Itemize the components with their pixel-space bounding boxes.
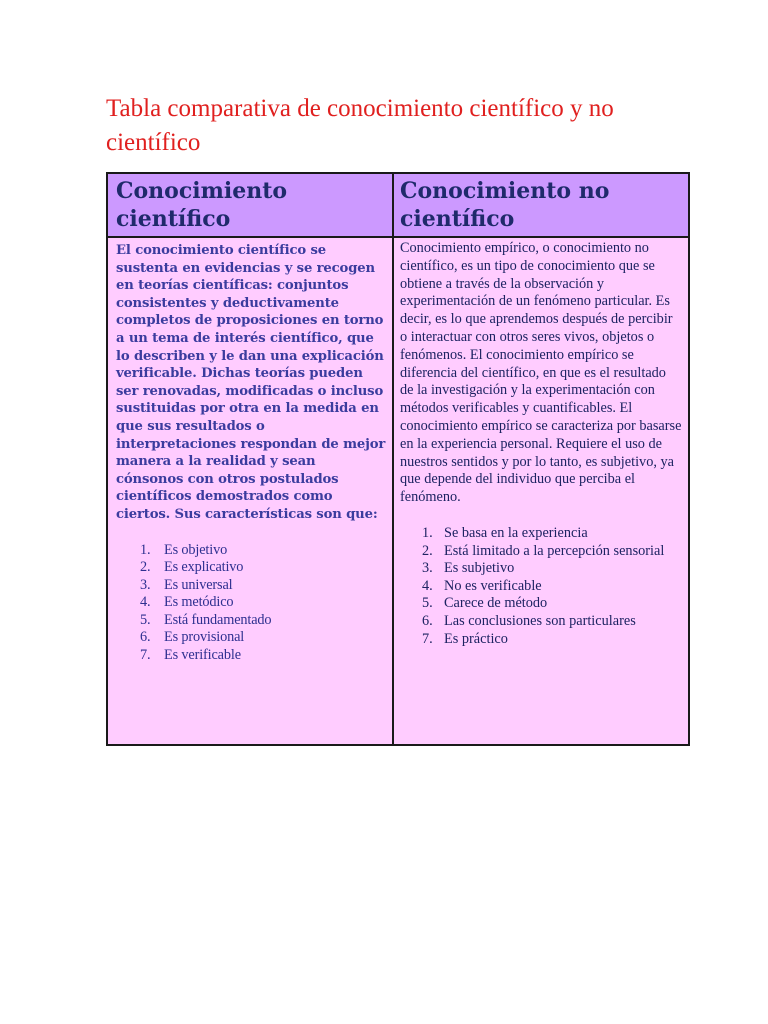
header-cell-non-scientific <box>393 173 689 237</box>
list-item-text: Es subjetivo <box>444 560 515 577</box>
list-item <box>400 560 682 578</box>
list-item-text: Está fundamentado <box>164 611 272 628</box>
list-item-text: Es metódico <box>164 594 234 611</box>
list-item <box>400 595 682 613</box>
list-number: 2. <box>422 542 433 559</box>
list-number: 4. <box>422 577 433 594</box>
list-number: 1. <box>422 524 433 541</box>
list-item <box>400 631 682 649</box>
list-item <box>116 594 386 612</box>
non-scientific-characteristics-list <box>400 525 682 648</box>
list-item-text: Es objetivo <box>164 541 228 558</box>
header-non-scientific-label: Conocimiento no científico <box>400 178 610 232</box>
list-item-text: Las conclusiones son particulares <box>444 612 636 629</box>
list-item <box>400 613 682 631</box>
list-number: 1. <box>140 541 151 558</box>
list-number: 6. <box>140 629 151 646</box>
header-scientific-label: Conocimiento científico <box>116 178 288 232</box>
list-item-text: Es verificable <box>164 647 241 664</box>
list-number: 7. <box>140 647 151 664</box>
scientific-description: El conocimiento científico se sustenta en evidencias y se recogen en teorías científicas: conjuntos consistentes y deductivamente completos de proposiciones en torno a un tema de interés científico, que lo describen y le dan una explicación verificable. Dichas teorías pueden ser renovadas, modificadas o incluso sustituidas por otra en la medida en que sus resultados o interpretaciones respondan de mejor manera a la realidad y sean cónsonos con otros postulados científicos demostrados como ciertos. Sus características son que: <box>116 243 386 522</box>
cell-non-scientific <box>393 237 689 745</box>
list-number: 2. <box>140 559 151 576</box>
list-item-text: Está limitado a la percepción sensorial <box>444 542 665 559</box>
comparison-table <box>106 172 690 746</box>
list-item <box>400 578 682 596</box>
list-number: 3. <box>422 560 433 577</box>
list-item <box>116 647 386 665</box>
list-item-text: Es práctico <box>444 630 508 647</box>
cell-scientific <box>107 237 393 745</box>
list-item-text: No es verificable <box>444 577 542 594</box>
list-item <box>116 612 386 630</box>
list-item <box>116 559 386 577</box>
list-item <box>116 629 386 647</box>
list-item <box>116 542 386 560</box>
header-cell-scientific <box>107 173 393 237</box>
table-header-row <box>107 173 689 237</box>
list-number: 5. <box>422 595 433 612</box>
list-number: 6. <box>422 612 433 629</box>
scientific-characteristics-list <box>116 542 386 665</box>
list-item-text: Es explicativo <box>164 559 244 576</box>
page-title: Tabla comparativa de conocimiento científico y no científico <box>106 95 614 156</box>
list-item-text: Es universal <box>164 576 233 593</box>
list-number: 7. <box>422 630 433 647</box>
list-number: 4. <box>140 594 151 611</box>
list-item-text: Se basa en la experiencia <box>444 524 588 541</box>
list-item-text: Es provisional <box>164 629 245 646</box>
list-number: 3. <box>140 576 151 593</box>
list-item <box>116 577 386 595</box>
list-number: 5. <box>140 611 151 628</box>
table-body-row <box>107 237 689 745</box>
list-item <box>400 525 682 543</box>
list-item-text: Carece de método <box>444 595 548 612</box>
list-item <box>400 543 682 561</box>
non-scientific-description: Conocimiento empírico, o conocimiento no científico, es un tipo de conocimiento que se obtiene a través de la observación y experimentación de un fenómeno particular. Es decir, es lo que aprendemos después de percibir o interactuar con otros seres vivos, objetos o fenómenos. El conocimiento empírico se diferencia del científico, en que es el resultado de la investigación y la experimentación con métodos verificables y cuantificables. El conocimiento empírico se caracteriza por basarse en la experiencia personal. Requiere el uso de nuestros sentidos y por lo tanto, es subjetivo, ya que depende del individuo que perciba el fenómeno. <box>400 240 682 506</box>
